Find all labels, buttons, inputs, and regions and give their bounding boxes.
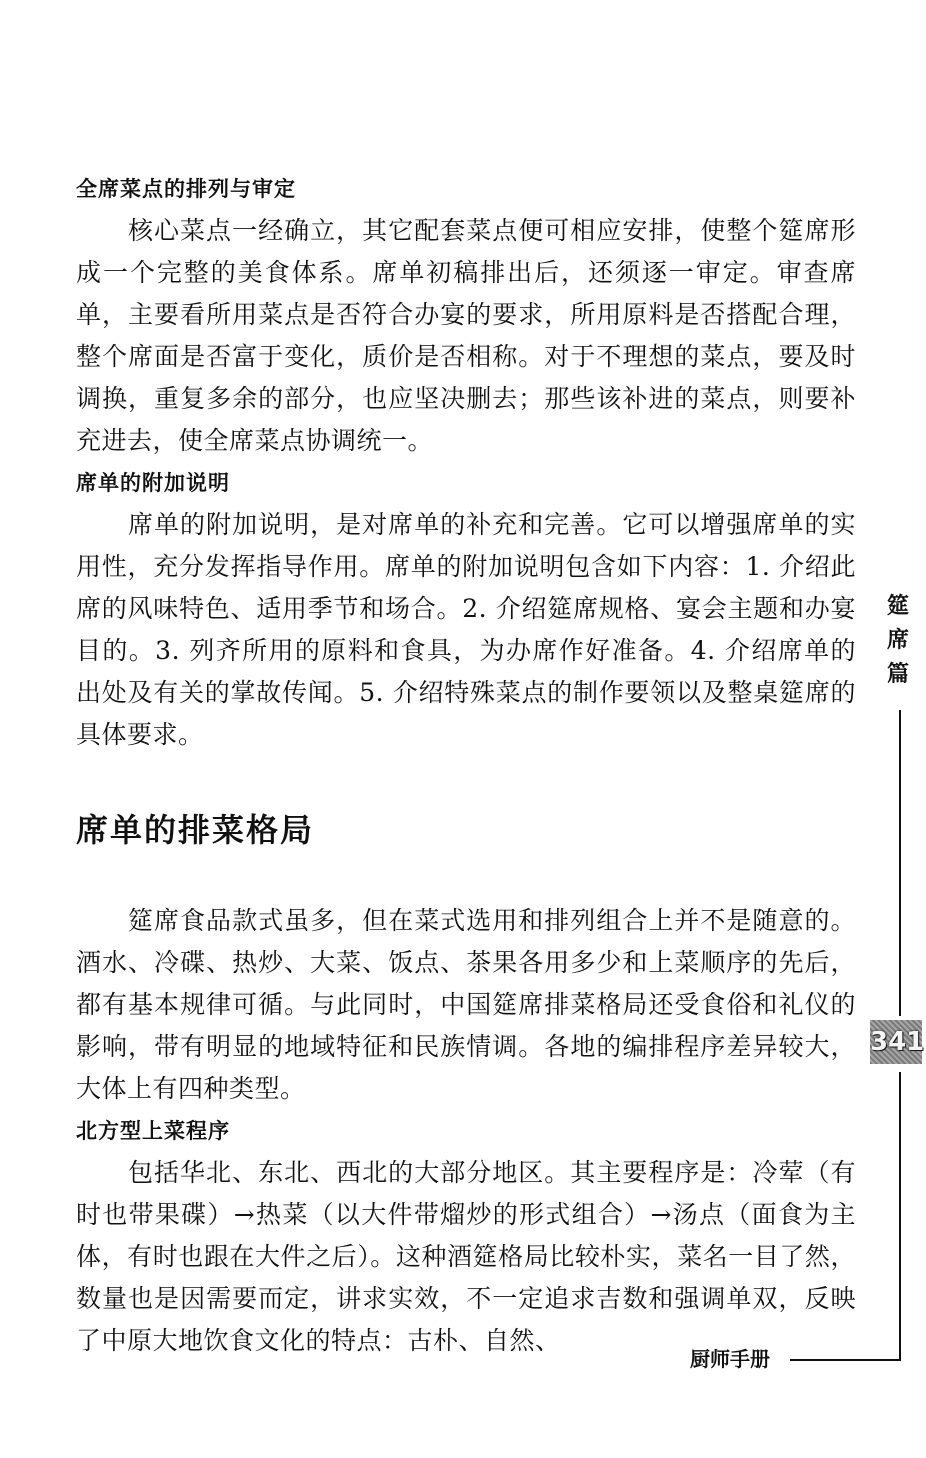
section-title-menu-layout: 席单的排菜格局 (76, 811, 315, 849)
chapter-char: 篇 (886, 662, 909, 687)
heading-northern-style: 北方型上菜程序 (76, 1119, 230, 1143)
heading-menu-notes: 席单的附加说明 (76, 471, 230, 495)
chapter-side-label (884, 590, 912, 692)
paragraph-menu-notes: 席单的附加说明，是对席单的补充和完善。它可以增强席单的实用性，充分发挥指导作用。席单的附加说明包含如下内容：1. 介绍此席的风味特色、适用季节和场合。2. 介绍筵席规格、宴会主题和办宴目的。3. 列齐所用的原料和食具，为办席作好准备。4. 介绍席单的出处及有关的掌故传闻。5. 介绍特殊菜点的制作要领以及整桌筵席的具体要求。 (76, 510, 856, 749)
paragraph-menu-layout: 筵席食品款式虽多，但在菜式选用和排列组合上并不是随意的。酒水、冷碟、热炒、大菜、饭点、茶果各用多少和上菜顺序的先后，都有基本规律可循。与此同时，中国筵席排菜格局还受食俗和礼仪的影响，带有明显的地域特征和民族情调。各地的编排程序差异较大，大体上有四种类型。 (76, 906, 856, 1103)
footer-book-title: 厨师手册 (690, 1347, 770, 1371)
chapter-char: 筵 (886, 594, 909, 619)
page-number: 341 (870, 1020, 922, 1064)
paragraph-northern-style: 包括华北、东北、西北的大部分地区。其主要程序是：冷荤（有时也带果碟）→热菜（以大件带熘炒的形式组合）→汤点（面食为主体，有时也跟在大件之后）。这种酒筵格局比较朴实，菜名一目了然，数量也是因需要而定，讲求实效，不一定追求吉数和强调单双，反映了中原大地饮食文化的特点：古朴、自然、 (76, 1158, 856, 1355)
footer-rule (790, 1359, 901, 1361)
paragraph-dish-arrangement: 核心菜点一经确立，其它配套菜点便可相应安排，使整个筵席形成一个完整的美食体系。席单初稿排出后，还须逐一审定。审查席单，主要看所用菜点是否符合办宴的要求，所用原料是否搭配合理，整个席面是否富于变化，质价是否相称。对于不理想的菜点，要及时调换，重复多余的部分，也应坚决删去；那些该补进的菜点，则要补充进去，使全席菜点协调统一。 (76, 216, 856, 455)
chapter-char: 席 (886, 628, 909, 653)
margin-rule-top (899, 710, 901, 1016)
page-body (76, 168, 856, 1362)
margin-rule-bottom (899, 1072, 901, 1360)
heading-dish-arrangement: 全席菜点的排列与审定 (76, 177, 296, 201)
